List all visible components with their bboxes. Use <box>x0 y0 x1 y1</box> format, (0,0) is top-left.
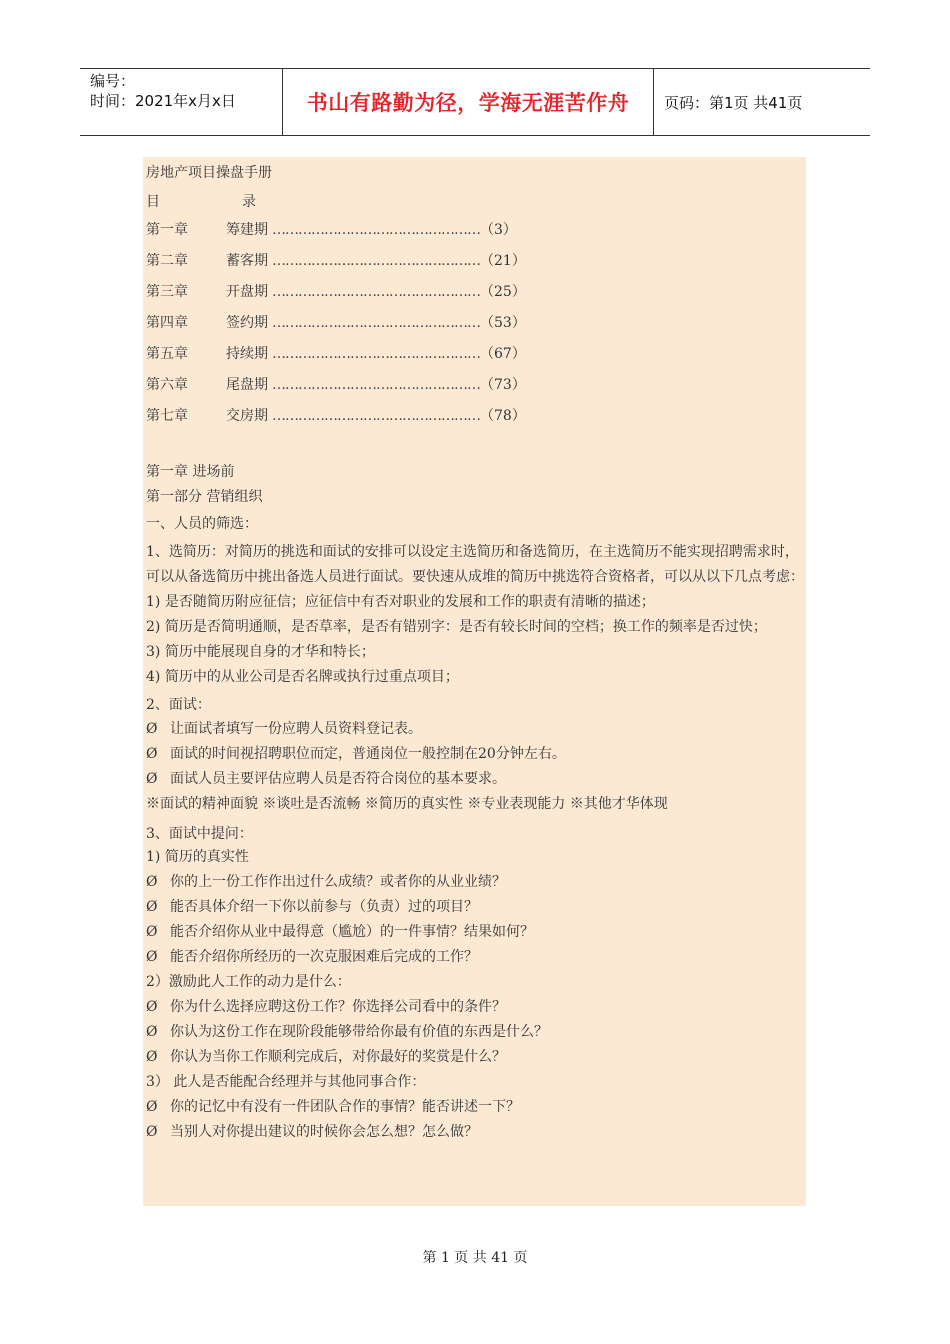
toc-name: 开盘期 <box>226 284 268 300</box>
document-title: 房地产项目操盘手册 <box>146 165 272 181</box>
question-group-heading: 1) 简历的真实性 <box>146 849 249 865</box>
list-item: Ø 你认为当你工作顺利完成后，对你最好的奖赏是什么？ <box>146 1045 806 1070</box>
toc-leader: ………………………………………… <box>272 408 480 424</box>
interview-list <box>146 717 806 792</box>
list-item: 2) 简历是否简明通顺，是否草率，是否有错别字：是否有较长时间的空档；换工作的频率是否过快； <box>146 619 767 635</box>
list-item: Ø 面试的时间视招聘职位而定，普通岗位一般控制在20分钟左右。 <box>146 742 806 767</box>
document-body <box>143 157 806 1206</box>
bullet-icon: Ø <box>146 924 158 940</box>
toc-leader: ………………………………………… <box>272 253 480 269</box>
list-item: 1) 是否随简历附应征信；应征信中有否对职业的发展和工作的职责有清晰的描述； <box>146 594 655 610</box>
toc-name: 签约期 <box>226 315 268 331</box>
toc-heading-b: 录 <box>242 194 256 210</box>
toc-name: 尾盘期 <box>226 377 268 393</box>
toc-chapter: 第四章 <box>146 315 188 331</box>
list-item: Ø 能否具体介绍一下你以前参与（负责）过的项目？ <box>146 895 806 920</box>
subsection-questions: 3、面试中提问： <box>146 826 253 842</box>
bullet-icon: Ø <box>146 721 158 737</box>
list-item: Ø 你的上一份工作作出过什么成绩？或者你的从业业绩？ <box>146 870 806 895</box>
list-item: Ø 你为什么选择应聘这份工作？你选择公司看中的条件？ <box>146 995 806 1020</box>
list-item: Ø 你认为这份工作在现阶段能够带给你最有价值的东西是什么？ <box>146 1020 806 1045</box>
toc-name: 蓄客期 <box>226 253 268 269</box>
bullet-icon: Ø <box>146 874 158 890</box>
toc-leader: ………………………………………… <box>272 315 480 331</box>
toc-row <box>146 339 806 370</box>
toc-name: 持续期 <box>226 346 268 362</box>
section-heading: 一、人员的筛选： <box>146 516 258 532</box>
bullet-icon: Ø <box>146 1124 158 1140</box>
chapter-heading: 第一章 进场前 <box>146 464 235 480</box>
list-item: Ø 能否介绍你从业中最得意（尴尬）的一件事情？结果如何？ <box>146 920 806 945</box>
toc-page: （3） <box>480 222 517 238</box>
toc-leader: ………………………………………… <box>272 222 480 238</box>
question-group-heading: 3） 此人是否能配合经理并与其他同事合作： <box>146 1074 426 1090</box>
subsection-interview: 2、面试： <box>146 697 211 713</box>
header-motto-cell <box>282 69 654 135</box>
header-table <box>80 68 870 136</box>
question-list <box>146 995 806 1070</box>
toc-page: （67） <box>480 346 526 362</box>
number-label: 编号： <box>90 72 136 90</box>
list-item: Ø 当别人对你提出建议的时候你会怎么想？怎么做？ <box>146 1120 806 1145</box>
list-item: Ø 能否介绍你所经历的一次克服困难后完成的工作？ <box>146 945 806 970</box>
list-item: 4) 简历中的从业公司是否名牌或执行过重点项目； <box>146 669 459 685</box>
toc-row <box>146 246 806 277</box>
toc-row <box>146 308 806 339</box>
bullet-icon: Ø <box>146 899 158 915</box>
bullet-icon: Ø <box>146 1024 158 1040</box>
toc-row <box>146 401 806 432</box>
bullet-icon: Ø <box>146 1099 158 1115</box>
bullet-icon: Ø <box>146 949 158 965</box>
motto-text: 书山有路勤为径，学海无涯苦作舟 <box>306 91 630 115</box>
list-item: Ø 让面试者填写一份应聘人员资料登记表。 <box>146 717 806 742</box>
toc-chapter: 第七章 <box>146 408 188 424</box>
bullet-icon: Ø <box>146 771 158 787</box>
toc-page: （21） <box>480 253 526 269</box>
toc-page: （53） <box>480 315 526 331</box>
page-footer: 第 1 页 共 41 页 <box>422 1250 528 1266</box>
toc-page: （78） <box>480 408 526 424</box>
toc-chapter: 第六章 <box>146 377 188 393</box>
toc-chapter: 第三章 <box>146 284 188 300</box>
table-of-contents <box>146 215 806 432</box>
question-group-heading: 2）激励此人工作的动力是什么： <box>146 974 351 990</box>
toc-name: 筹建期 <box>226 222 268 238</box>
toc-heading-a: 目 <box>146 194 160 210</box>
toc-chapter: 第二章 <box>146 253 188 269</box>
header-info-cell <box>80 69 282 135</box>
toc-row <box>146 370 806 401</box>
list-item: 3) 简历中能展现自身的才华和特长； <box>146 644 375 660</box>
part-heading: 第一部分 营销组织 <box>146 489 263 505</box>
toc-heading <box>146 185 806 215</box>
bullet-icon: Ø <box>146 999 158 1015</box>
header-page-cell <box>654 69 870 135</box>
bullet-icon: Ø <box>146 1049 158 1065</box>
toc-row <box>146 277 806 308</box>
interview-note: ※面试的精神面貌 ※谈吐是否流畅 ※简历的真实性 ※专业表现能力 ※其他才华体现 <box>146 796 668 812</box>
toc-leader: ………………………………………… <box>272 284 480 300</box>
bullet-icon: Ø <box>146 746 158 762</box>
toc-leader: ………………………………………… <box>272 346 480 362</box>
toc-name: 交房期 <box>226 408 268 424</box>
toc-row <box>146 215 806 246</box>
list-item: Ø 面试人员主要评估应聘人员是否符合岗位的基本要求。 <box>146 767 806 792</box>
toc-leader: ………………………………………… <box>272 377 480 393</box>
paragraph-resume: 1、选简历：对简历的挑选和面试的安排可以设定主选简历和备选简历，在主选简历不能实现招聘需求时，可以从备选简历中挑出备选人员进行面试。要快速从成堆的简历中挑选符合资格者，可以从以下几点考虑： <box>146 544 804 585</box>
question-list <box>146 1095 806 1145</box>
page-label: 页码：第1页 共41页 <box>664 93 803 112</box>
toc-chapter: 第一章 <box>146 222 188 238</box>
toc-page: （73） <box>480 377 526 393</box>
question-list <box>146 870 806 970</box>
toc-page: （25） <box>480 284 526 300</box>
toc-chapter: 第五章 <box>146 346 188 362</box>
time-label: 时间：2021年x月x日 <box>90 92 236 110</box>
list-item: Ø 你的记忆中有没有一件团队合作的事情？能否讲述一下？ <box>146 1095 806 1120</box>
